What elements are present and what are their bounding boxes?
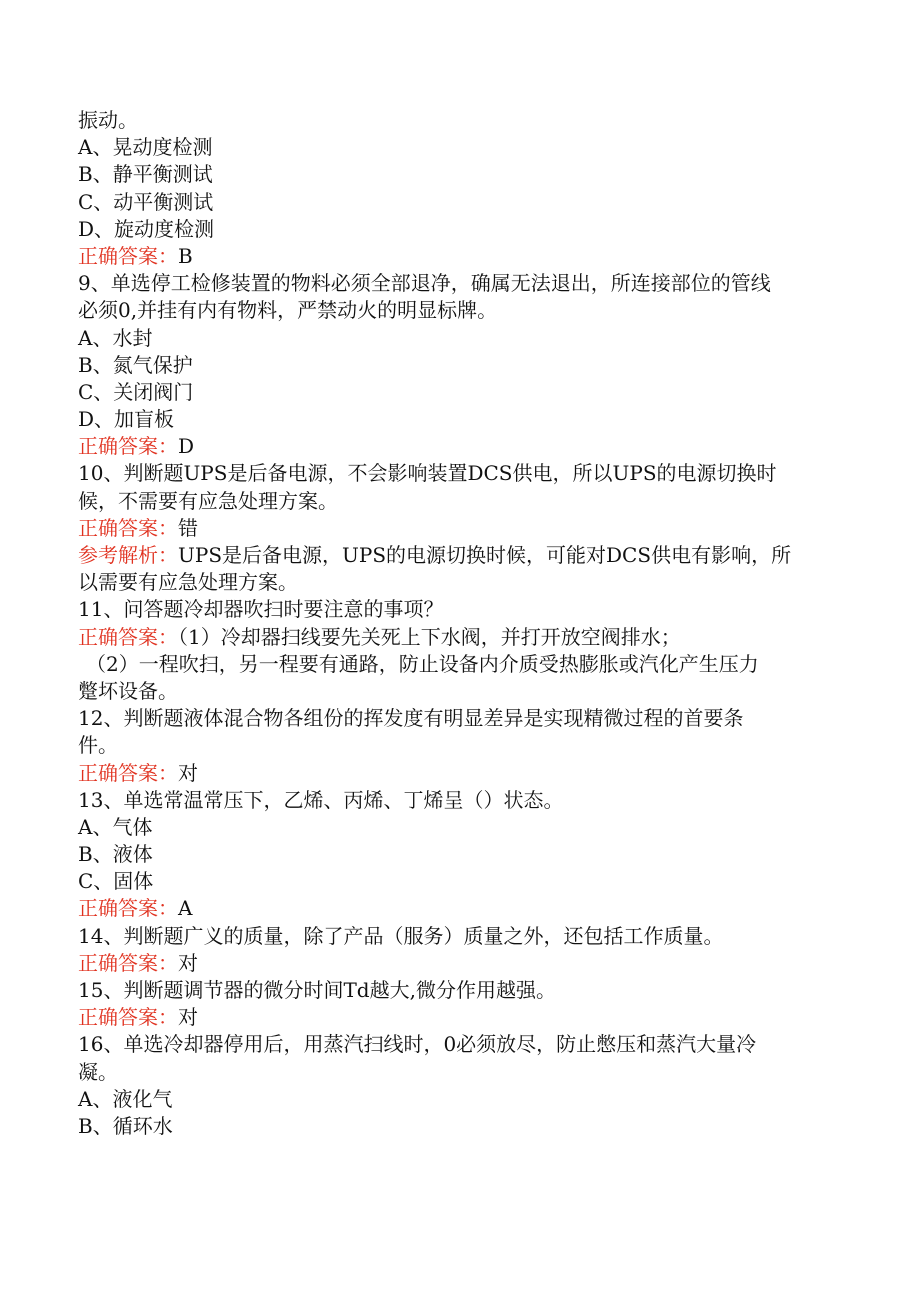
text-line: 振动。 — [78, 108, 138, 132]
answer-line: 正确答案：对 — [78, 760, 198, 785]
question-line: 16、单选冷却器停用后，用蒸汽扫线时，0必须放尽，防止憋压和蒸汽大量冷 — [78, 1032, 757, 1057]
option-line: A、水封 — [78, 325, 153, 350]
option-line: B、液体 — [78, 842, 153, 867]
option-line: D、加盲板 — [78, 407, 175, 432]
question-line: 13、单选常温常压下，乙烯、丙烯、丁烯呈（）状态。 — [78, 787, 564, 812]
answer-label: 正确答案： — [78, 434, 178, 459]
explanation-label: 参考解析： — [78, 543, 178, 567]
answer-line: 正确答案：B — [78, 243, 193, 268]
answer-line: 正确答案：对 — [78, 950, 198, 975]
answer-label: 正确答案： — [78, 950, 178, 975]
question-line: 9、单选停工检修装置的物料必须全部退净，确属无法退出，所连接部位的管线 — [78, 271, 771, 296]
answer-continuation-line: （2）一程吹扫，另一程要有通路，防止设备内介质受热膨胀或汽化产生压力 — [86, 651, 759, 676]
question-line: 12、判断题液体混合物各组份的挥发度有明显差异是实现精微过程的首要条 — [78, 706, 744, 731]
answer-line: 正确答案：错 — [78, 515, 198, 540]
answer-line: 正确答案：（1）冷却器扫线要先关死上下水阀，并打开放空阀排水； — [78, 624, 681, 649]
explanation-line: 以需要有应急处理方案。 — [78, 570, 298, 595]
option-line: C、关闭阀门 — [78, 379, 194, 404]
option-line: B、静平衡测试 — [78, 162, 213, 187]
explanation-line: 参考解析：UPS是后备电源，UPS的电源切换时候，可能对DCS供电有影响，所 — [78, 543, 792, 567]
option-line: C、固体 — [78, 869, 154, 894]
question-line: 10、判断题UPS是后备电源，不会影响装置DCS供电，所以UPS的电源切换时 — [78, 461, 777, 486]
answer-line: 正确答案：D — [78, 434, 195, 459]
answer-label: 正确答案： — [78, 243, 178, 268]
option-line: C、动平衡测试 — [78, 189, 214, 214]
option-line: B、循环水 — [78, 1113, 173, 1138]
answer-continuation-line: 蹩坏设备。 — [78, 678, 178, 703]
question-line: 候，不需要有应急处理方案。 — [78, 488, 338, 513]
option-line: B、氮气保护 — [78, 352, 193, 377]
answer-label: 正确答案： — [78, 1005, 178, 1030]
question-line: 必须0,并挂有内有物料，严禁动火的明显标牌。 — [78, 298, 498, 323]
option-line: A、晃动度检测 — [78, 135, 213, 160]
answer-line: 正确答案：A — [78, 896, 193, 921]
question-line: 凝。 — [78, 1059, 118, 1084]
answer-line: 正确答案：对 — [78, 1005, 198, 1030]
document-page — [78, 107, 838, 1140]
option-line: A、气体 — [78, 814, 153, 839]
option-line: A、液化气 — [78, 1086, 173, 1111]
question-line: 15、判断题调节器的微分时间Td越大,微分作用越强。 — [78, 978, 556, 1002]
answer-label: 正确答案： — [78, 896, 178, 921]
option-line: D、旋动度检测 — [78, 216, 215, 241]
answer-label: 正确答案： — [78, 624, 178, 649]
question-line: 件。 — [78, 733, 118, 758]
question-line: 14、判断题广义的质量，除了产品（服务）质量之外，还包括工作质量。 — [78, 923, 724, 948]
answer-label: 正确答案： — [78, 515, 178, 540]
answer-label: 正确答案： — [78, 760, 178, 785]
question-line: 11、问答题冷却器吹扫时要注意的事项？ — [78, 597, 444, 622]
